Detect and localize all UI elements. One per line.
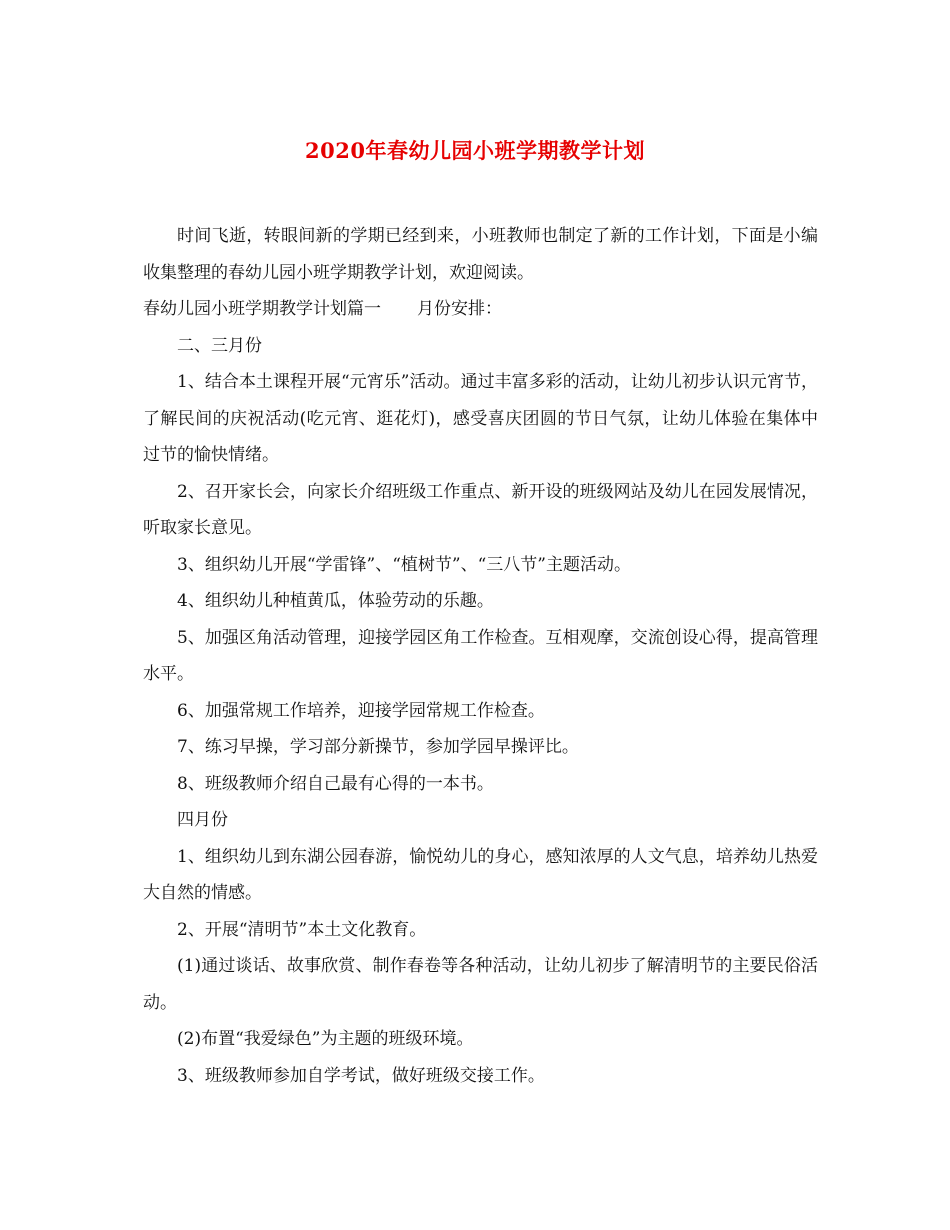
paragraph-7: 6、加强常规工作培养，迎接学园常规工作检查。 <box>177 700 545 721</box>
paragraph-2: 1、结合本土课程开展“元宵乐”活动。通过丰富多彩的活动，让幼儿初步认识元宵节，了解民间的庆祝活动(吃元宵、逛花灯)，感受喜庆团圆的节日气氛，让幼儿体验在集体中过节的愉快情绪。 <box>143 372 818 465</box>
section-heading <box>143 291 818 328</box>
paragraph-8: 7、练习早操，学习部分新操节，参加学园早操评比。 <box>177 737 579 757</box>
paragraph-3: 2、召开家长会，向家长介绍班级工作重点、新开设的班级网站及幼儿在园发展情况，听取家长意见。 <box>143 481 818 538</box>
paragraph-15: 3、班级教师参加自学考试，做好班级交接工作。 <box>177 1065 545 1086</box>
paragraph-10: 四月份 <box>177 810 228 830</box>
paragraph-4: 3、组织幼儿开展“学雷锋”、“植树节”、“三八节”主题活动。 <box>177 554 631 575</box>
document-title: 2020年春幼儿园小班学期教学计划 <box>305 138 645 163</box>
paragraph-1: 二、三月份 <box>177 335 262 356</box>
paragraph-13: (1)通过谈话、故事欣赏、制作春卷等各种活动，让幼儿初步了解清明节的主要民俗活动。 <box>143 956 818 1013</box>
paragraph-6: 5、加强区角活动管理，迎接学园区角工作检查。互相观摩，交流创设心得，提高管理水平。 <box>143 627 818 684</box>
paragraph-14: (2)布置“我爱绿色”为主题的班级环境。 <box>177 1029 474 1049</box>
document-body <box>143 218 818 1094</box>
paragraph-12: 2、开展“清明节”本土文化教育。 <box>177 919 427 940</box>
paragraph-11: 1、组织幼儿到东湖公园春游，愉悦幼儿的身心，感知浓厚的人文气息，培养幼儿热爱大自然的情感。 <box>143 846 818 903</box>
intro-paragraph: 时间飞逝，转眼间新的学期已经到来，小班教师也制定了新的工作计划，下面是小编收集整理的春幼儿园小班学期教学计划，欢迎阅读。 <box>143 226 818 283</box>
paragraph-9: 8、班级教师介绍自己最有心得的一本书。 <box>177 773 494 794</box>
paragraph-5: 4、组织幼儿种植黄瓜，体验劳动的乐趣。 <box>177 591 494 611</box>
section-heading-subtitle: 月份安排： <box>417 299 502 319</box>
section-heading-title: 春幼儿园小班学期教学计划篇一 <box>143 299 381 319</box>
